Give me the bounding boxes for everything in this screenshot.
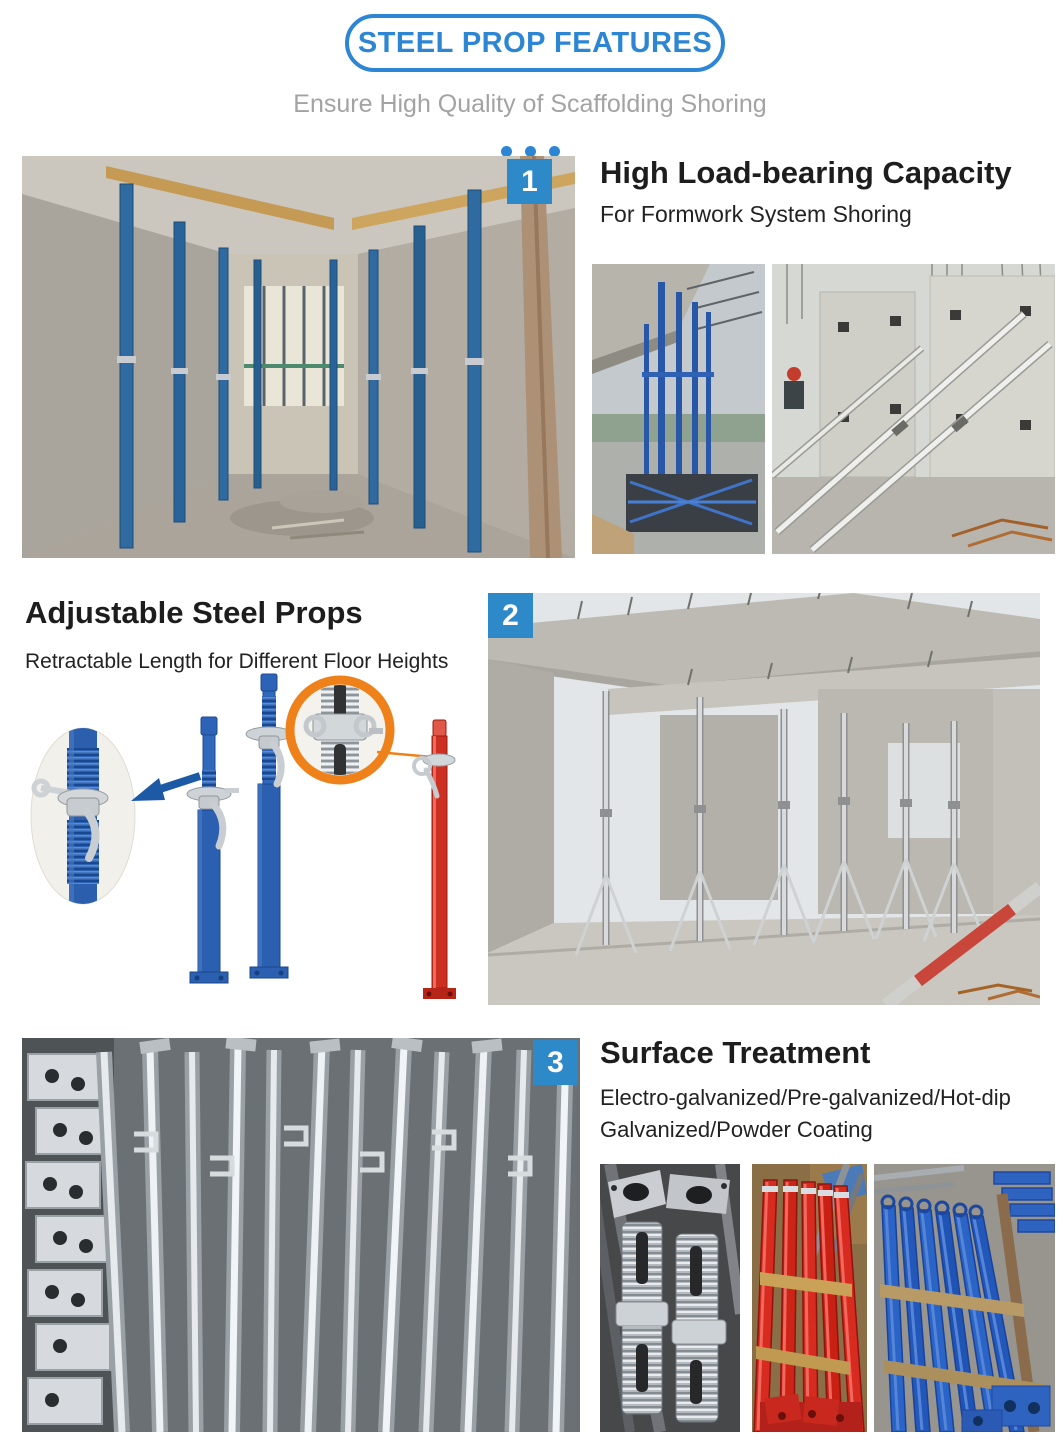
photo-precast-slab-adjustable-props: [488, 593, 1040, 1005]
photo-red-props-bundle: [752, 1164, 867, 1432]
photo-galvanized-props-stack: [22, 1038, 580, 1432]
section2-heading: Adjustable Steel Props: [25, 595, 363, 630]
section1-number-badge: 1: [507, 159, 552, 204]
page-subtitle: Ensure High Quality of Scaffolding Shoring: [293, 90, 767, 118]
section2-number-badge: 2: [488, 593, 533, 638]
section3-heading: Surface Treatment: [600, 1035, 871, 1070]
section1-subheading: For Formwork System Shoring: [600, 201, 912, 227]
photo-interior-formwork-shoring: [22, 156, 575, 558]
section3-subheading: Electro-galvanized/Pre-galvanized/Hot-dip Galvanized/Powder Coating: [600, 1085, 1011, 1142]
photo-blue-props-bundle: [874, 1164, 1055, 1432]
section3-number-badge: 3: [533, 1040, 578, 1085]
photo-wall-panel-push-pull-braces: [772, 264, 1055, 554]
page-title: STEEL PROP FEATURES: [357, 26, 713, 59]
title-pill: [345, 14, 725, 72]
adjustable-prop-illustration: [25, 670, 490, 1015]
photo-threaded-sleeve-closeup: [600, 1164, 740, 1432]
section2-subheading: Retractable Length for Different Floor Heights: [25, 650, 449, 673]
photo-beam-shoring-props: [592, 264, 765, 554]
section1-heading: High Load-bearing Capacity: [600, 155, 1012, 190]
